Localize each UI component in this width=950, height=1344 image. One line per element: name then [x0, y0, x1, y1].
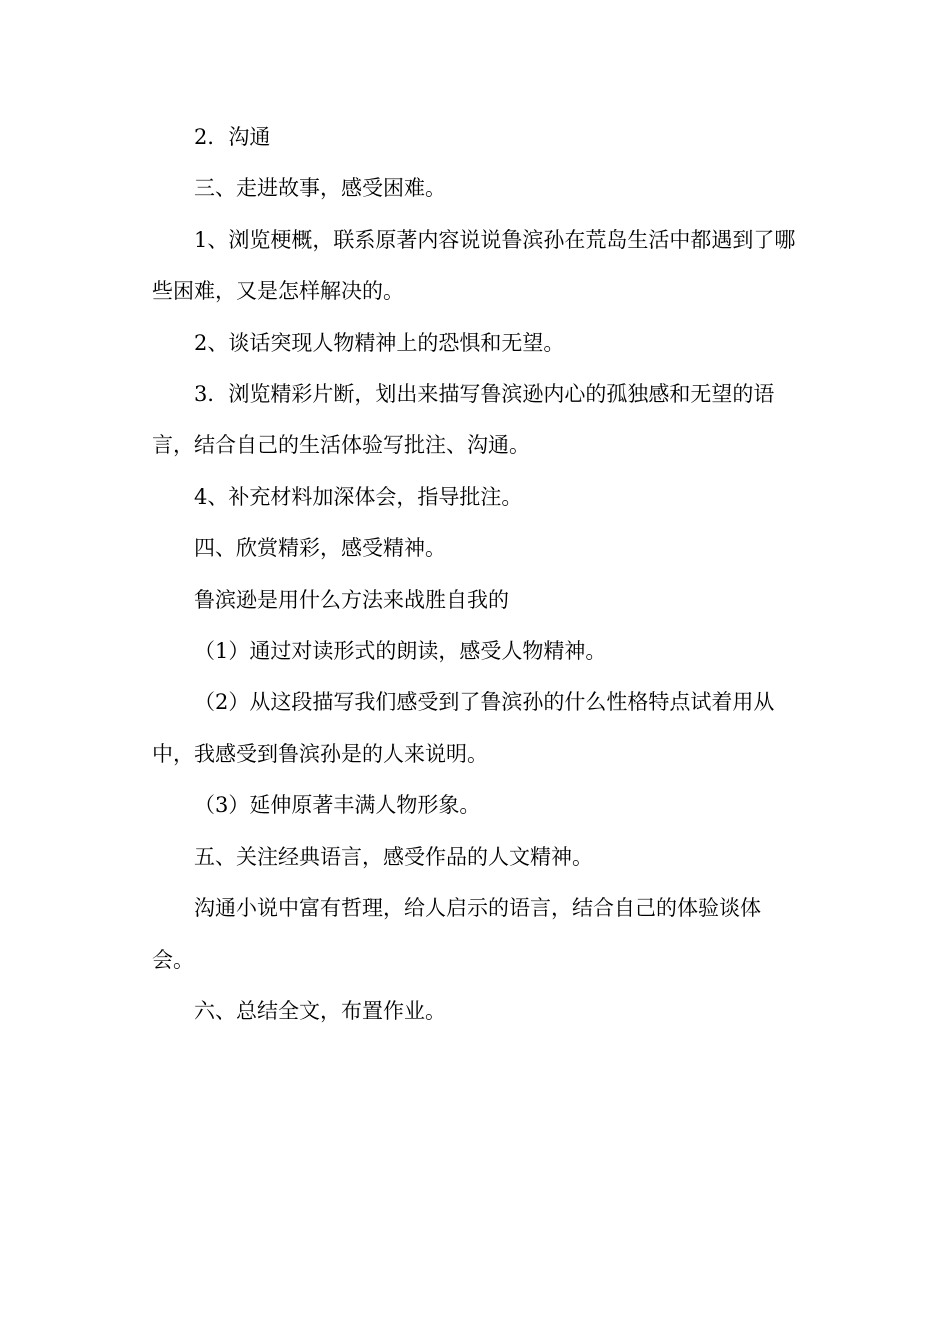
- paragraph: 2．沟通: [194, 125, 271, 149]
- paragraph: 沟通小说中富有哲理，给人启示的语言，结合自己的体验谈体会。: [152, 896, 761, 972]
- paragraph: （3）延伸原著丰满人物形象。: [194, 793, 481, 818]
- section-heading: 五、关注经典语言，感受作品的人文精神。: [194, 844, 593, 869]
- paragraph: 3．浏览精彩片断，划出来描写鲁滨逊内心的孤独感和无望的语言，结合自己的生活体验写批注、沟通。: [152, 382, 775, 458]
- paragraph: 1、浏览梗概，联系原著内容说说鲁滨孙在荒岛生活中都遇到了哪些困难，又是怎样解决的。: [152, 227, 796, 304]
- section-heading: 六、总结全文，布置作业。: [194, 998, 446, 1023]
- paragraph: 2、谈话突现人物精神上的恐惧和无望。: [194, 330, 565, 355]
- paragraph: （2）从这段描写我们感受到了鲁滨孙的什么性格特点试着用从中，我感受到鲁滨孙是的人来说明。: [152, 690, 775, 766]
- paragraph: （1）通过对读形式的朗读，感受人物精神。: [194, 639, 607, 664]
- section-heading: 三、走进故事，感受困难。: [194, 176, 446, 201]
- paragraph: 鲁滨逊是用什么方法来战胜自我的: [194, 587, 509, 612]
- paragraph: 4、补充材料加深体会，指导批注。: [194, 484, 523, 509]
- document-body: [152, 112, 802, 1037]
- section-heading: 四、欣赏精彩，感受精神。: [194, 536, 446, 561]
